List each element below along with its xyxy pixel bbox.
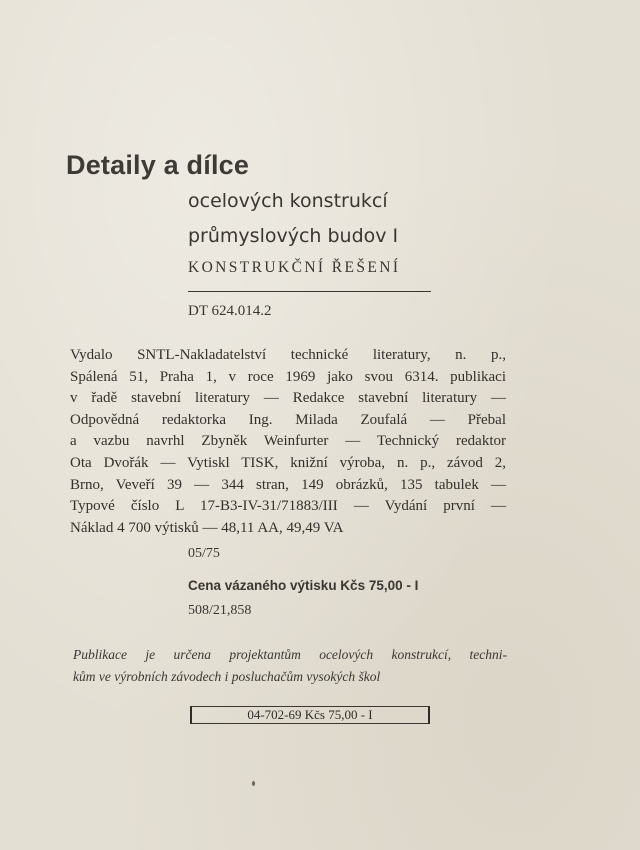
print-code: 05/75: [188, 546, 220, 561]
colophon-line: Náklad 4 700 výtisků — 48,11 AA, 49,49 VA: [70, 519, 344, 536]
dt-classification-code: DT 624.014.2: [188, 303, 272, 319]
price-box-text: 04-702-69 Kčs 75,00 - I: [247, 707, 373, 722]
colophon-line: Brno, Veveří 39 — 344 stran, 149 obrázků, 135 tabulek —: [70, 476, 506, 493]
title-divider: [188, 291, 431, 292]
catalog-code: 508/21,858: [188, 603, 252, 618]
price-box: [190, 706, 430, 724]
subtitle-line-2: průmyslových budov I: [188, 225, 399, 247]
colophon-line: a vazbu navrhl Zbyněk Weinfurter — Technický redaktor: [70, 433, 506, 450]
colophon-line: v řadě stavební literatury — Redakce stavební literatury —: [70, 390, 506, 407]
paper-speck: [252, 781, 255, 786]
audience-note: [73, 644, 507, 688]
colophon-line: Typové číslo L 17-B3-IV-31/71883/III — Vydání první —: [70, 498, 506, 515]
colophon-line: Ota Dvořák — Vytiskl TISK, knižní výroba, n. p., závod 2,: [70, 454, 506, 471]
bound-copy-price: Cena vázaného výtisku Kčs 75,00 - I: [188, 578, 419, 593]
colophon-line: Odpovědná redaktorka Ing. Milada Zoufalá — Přebal: [70, 411, 506, 428]
audience-line: Publikace je určena projektantům ocelových konstrukcí, techni-: [73, 647, 507, 662]
audience-line: kům ve výrobních závodech i posluchačům vysokých škol: [73, 669, 381, 684]
book-title: Detaily a dílce: [66, 150, 250, 180]
colophon-line: Spálená 51, Praha 1, v roce 1969 jako svou 6314. publikaci: [70, 368, 506, 385]
subtitle-line-1: ocelových konstrukcí: [188, 190, 388, 212]
colophon-paragraph: [70, 345, 506, 539]
colophon-line: Vydalo SNTL-Nakladatelství technické literatury, n. p.,: [70, 347, 506, 363]
section-title: KONSTRUKČNÍ ŘEŠENÍ: [188, 259, 401, 276]
